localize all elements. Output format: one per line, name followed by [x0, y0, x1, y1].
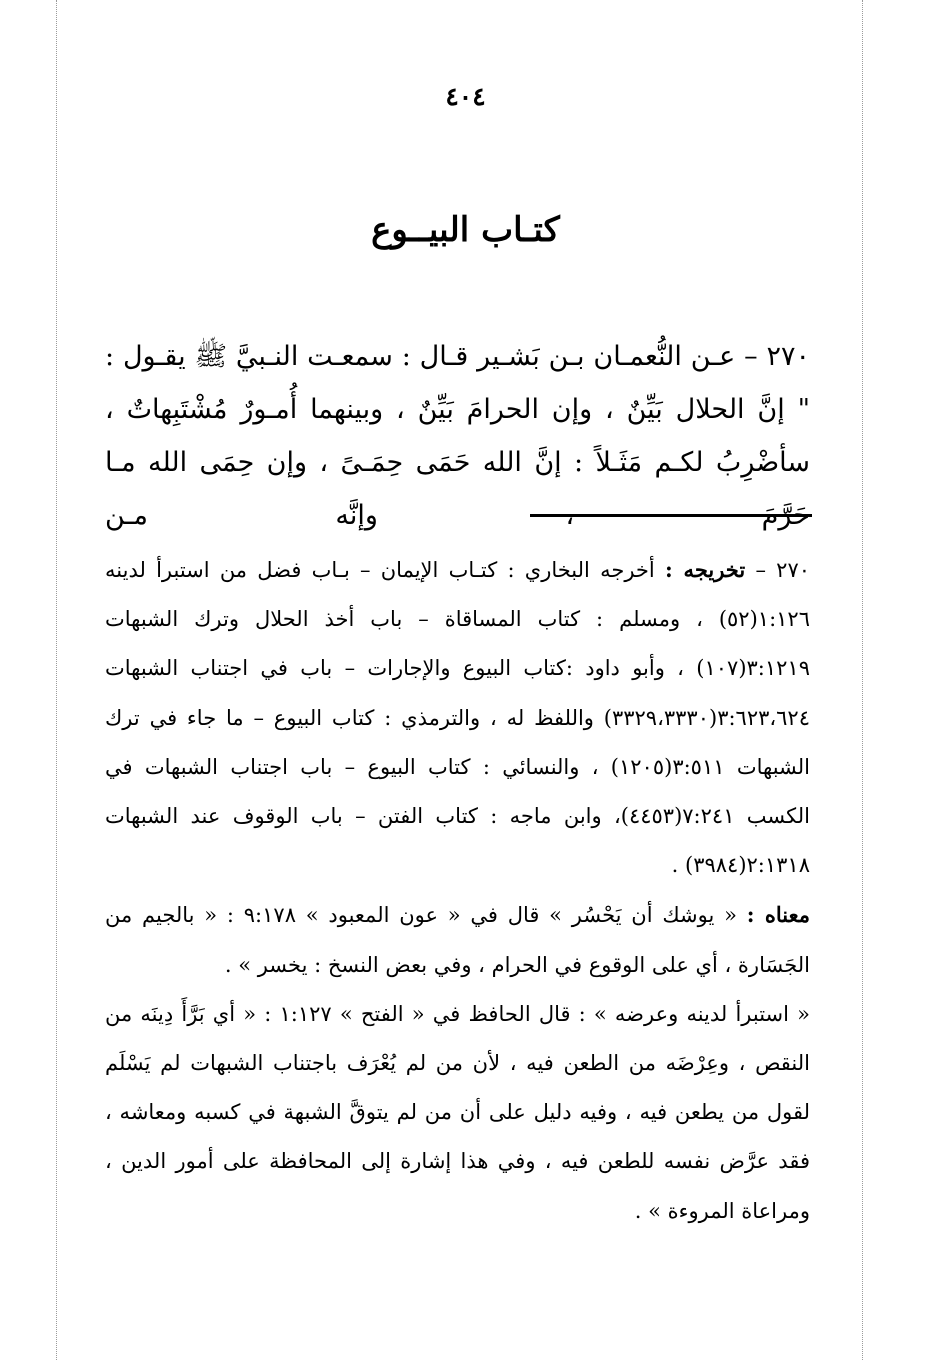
maana-note: [105, 890, 810, 989]
maana-label: معناه :: [746, 902, 810, 928]
hadith-text: ٢٧٠ – عـن النُّعمـان بـن بَشـير قـال : سمعـت النـبيَّ ﷺ يقـول : " إنَّ الحلال بَيِّنٌ ، وإن الحرامَ بَيِّنٌ ، وبينهما أُمـورٌ مُشْتَبِهاتٌ ، سأضْرِبُ لكـم مَثَـلاً : إنَّ الله حَمَى حِمَـىً ، وإن حِمَى الله مـا حَرَّمَ ، وإنَّه مـن: [105, 341, 810, 531]
istabra-note: [105, 990, 810, 1236]
scan-left-edge: [56, 0, 57, 1360]
chapter-title: كتـاب البيــوع: [371, 210, 560, 250]
takhrij-label: تخريجه :: [664, 557, 746, 582]
istabra-text: « استبرأ لدينه وعرضه » : قال الحافظ في « الفتح » ١:١٢٧ : « أي بَرَّأَ دِينَه من النقص ، وعِرْضَه من الطعن فيه ، لأن من لم يُعْرَف باجتناب الشبهات لم يَسْلَم لقول من يطعن فيه ، وفيه دليل على أن من لم يتوقَّ الشبهة في كسبه ومعاشه ، فقد عرَّض نفسه للطعن فيه ، وفي هذا إشارة إلى المحافظة على أمور الدين ، ومراعاة المروءة » .: [105, 1001, 811, 1223]
takhrij-text: أخرجه البخاري : كتـاب الإيمان – بـاب فضل من استبرأ لدينه ١:١٢٦(٥٢) ، ومسلم : كتاب المساقاة – باب أخذ الحلال وترك الشبهات ٣:١٢١٩(١٠٧) ، وأبو داود :كتاب البيوع والإجارات – باب في اجتناب الشبهات ٣:٦٢٣،٦٢٤(٣٣٢٩،٣٣٣٠) واللفظ له ، والترمذي : كتاب البيوع – ما جاء في ترك الشبهات ٣:٥١١(١٢٠٥) ، والنسائي : كتاب البيوع – باب اجتناب الشبهات في الكسب ٧:٢٤١(٤٤٥٣)، وابن ماجه : كتاب الفتن – باب الوقوف عند الشبهات ٢:١٣١٨(٣٩٨٤) .: [105, 558, 810, 878]
takhrij-number: ٢٧٠ –: [745, 558, 811, 582]
scan-right-edge: [862, 0, 863, 1360]
footnote-separator: [530, 514, 812, 517]
takhrij-note: [105, 545, 810, 890]
page-number: ٤٠٤: [445, 82, 486, 111]
footnotes: [105, 545, 810, 1236]
maana-text: « يوشك أن يَحْسُر » قال في « عون المعبود » ٩:١٧٨ : « بالجيم من الجَسَارة ، أي على الوقوع في الحرام ، وفي بعض النسخ : يخسر » .: [105, 903, 810, 977]
